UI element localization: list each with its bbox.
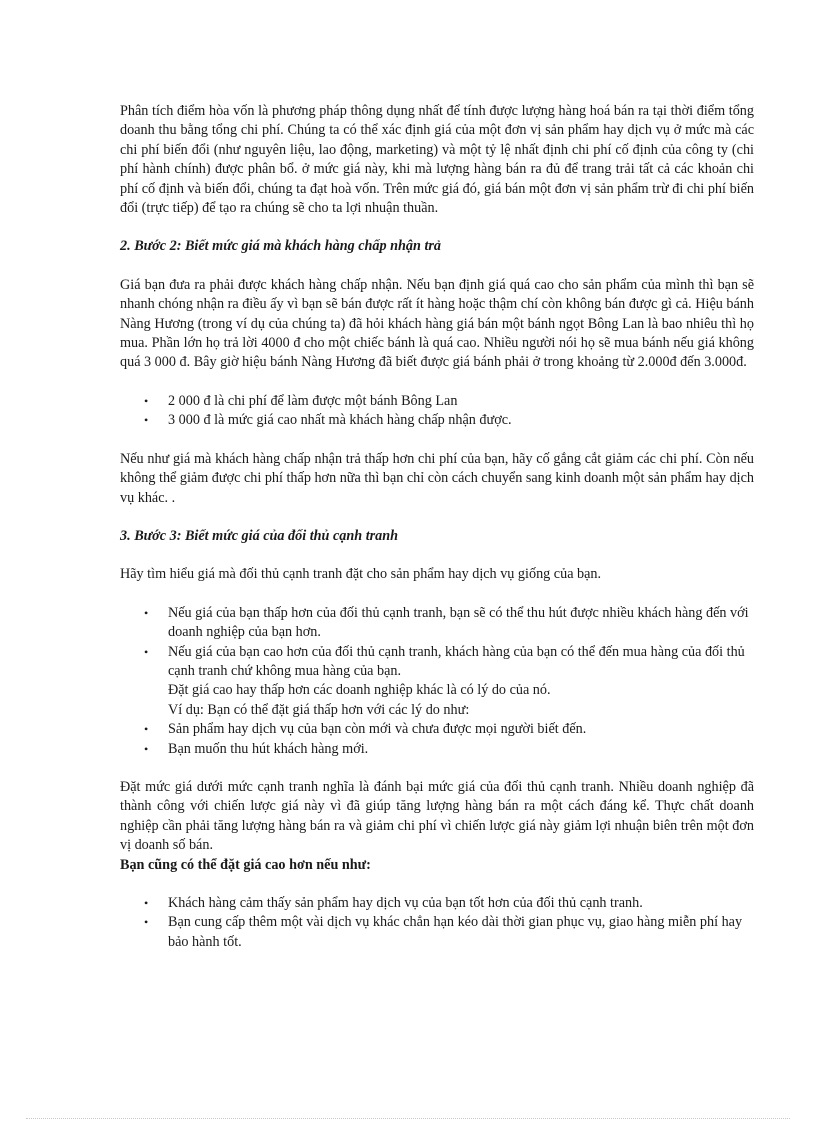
list-item: • Bạn cung cấp thêm một vài dịch vụ khác chẳn hạn kéo dài thời gian phục vụ, giao hàng miễn phí hay bảo hành tốt. xyxy=(144,914,743,950)
bullet-icon: • xyxy=(144,741,149,756)
page-bottom-divider xyxy=(26,1118,790,1119)
list-item: • Bạn muốn thu hút khách hàng mới. xyxy=(120,740,754,759)
step3-paragraph: Đặt mức giá dưới mức cạnh tranh nghĩa là đánh bại mức giá của đối thủ cạnh tranh. Nhiều doanh nghiệp đã thành công với chiến lược giá này vì đã giúp tăng lượng hàng bán ra một cách đáng kể. Thực chất doanh nghiệp cần phải tăng lượng hàng bán ra và giảm chi phí vì chiến lược giá này giảm lợi nhuận biên trên một đơn vị doanh số bán. xyxy=(120,778,754,854)
list-item: • 2 000 đ là chi phí để làm được một bánh Bông Lan xyxy=(120,392,754,411)
higher-price-heading: Bạn cũng có thể đặt giá cao hơn nếu như: xyxy=(120,856,371,873)
bullet-icon: • xyxy=(144,393,149,408)
list-item: • Nếu giá của bạn thấp hơn của đối thủ cạnh tranh, bạn sẽ có thể thu hút được nhiều khách hàng đến với doanh nghiệp của bạn hơn. xyxy=(144,604,749,641)
bullet-icon: • xyxy=(144,896,149,910)
bullet-icon: • xyxy=(144,413,149,428)
step2-heading: 2. Bước 2: Biết mức giá mà khách hàng chấp nhận trả xyxy=(120,238,442,255)
intro-paragraph: Phân tích điểm hòa vốn là phương pháp thông dụng nhất để tính được lượng hàng hoá bán ra tại thời điểm tổng doanh thu bằng tổng chi phí. Chúng ta có thể xác định giá của một đơn vị sản phẩm hay dịch vụ ở mức mà các chi phí biến đổi (như nguyên liệu, lao động, marketing) và một tỷ lệ nhất định chi phí cố định của công ty (chi phí hành chính) được phân bổ. ở mức giá này, khi mà lượng hàng bán ra đủ để trang trải tất cả các khoản chi phí cố định và biến đổi, chúng ta đạt hoà vốn. Trên mức giá đó, giá bán một đơn vị sản phẩm trừ đi chi phí biến đổi (trực tiếp) để tạo ra chúng sẽ cho ta lợi nhuận thuần. xyxy=(120,103,754,217)
list-subline: Đặt giá cao hay thấp hơn các doanh nghiệp khác là có lý do của nó. xyxy=(168,682,551,699)
step3-heading: 3. Bước 3: Biết mức giá của đối thủ cạnh tranh xyxy=(120,527,399,544)
list-item: • Nếu giá của bạn cao hơn của đối thủ cạnh tranh, khách hàng của bạn có thể đến mua hàng của đối thủ cạnh tranh chứ không mua hàng của bạn. xyxy=(144,643,745,679)
document-page xyxy=(120,102,754,952)
list-item: • Khách hàng cảm thấy sản phẩm hay dịch vụ của bạn tốt hơn của đối thủ cạnh tranh. xyxy=(120,894,754,913)
step3-bullet-list xyxy=(120,604,754,759)
bullet-icon: • xyxy=(144,722,149,737)
step2-bullet-list xyxy=(120,392,754,431)
step3-intro: Hãy tìm hiểu giá mà đối thủ cạnh tranh đặt cho sản phẩm hay dịch vụ giống của bạn. xyxy=(120,566,602,583)
list-item: • Sản phẩm hay dịch vụ của bạn còn mới và chưa được mọi người biết đến. xyxy=(120,720,754,739)
bullet-icon: • xyxy=(144,605,149,620)
bullet-icon: • xyxy=(144,644,149,659)
bullet-icon: • xyxy=(144,915,149,930)
list-subline: Ví dụ: Bạn có thể đặt giá thấp hơn với các lý do như: xyxy=(168,701,470,718)
step2-paragraph: Giá bạn đưa ra phải được khách hàng chấp nhận. Nếu bạn định giá quá cao cho sản phẩm của mình thì bạn sẽ nhanh chóng nhận ra điều ấy vì bạn sẽ bán được rất ít hàng hoặc thậm chí còn không bán được gì cả. Hiệu bánh Nàng Hương (trong ví dụ của chúng ta) đã hỏi khách hàng giá bán một bánh ngọt Bông Lan là bao nhiêu thì họ mua. Phần lớn họ trả lời 4000 đ cho một chiếc bánh là quá cao. Nhiều người nói họ sẽ mua bánh nếu giá không quá 3 000 đ. Bây giờ hiệu bánh Nàng Hương đã biết được giá bánh phải ở trong khoảng từ 2.000đ đến 3.000đ. xyxy=(120,276,754,371)
higher-price-bullet-list xyxy=(120,894,754,952)
list-item: • 3 000 đ là mức giá cao nhất mà khách hàng chấp nhận được. xyxy=(120,411,754,430)
step2-followup-paragraph: Nếu như giá mà khách hàng chấp nhận trả thấp hơn chi phí của bạn, hãy cố gắng cắt giảm các chi phí. Còn nếu không thể giảm được chi phí thấp hơn nữa thì bạn chỉ còn cách chuyển sang kinh doanh một sản phẩm hay dịch vụ khác. . xyxy=(120,450,754,506)
